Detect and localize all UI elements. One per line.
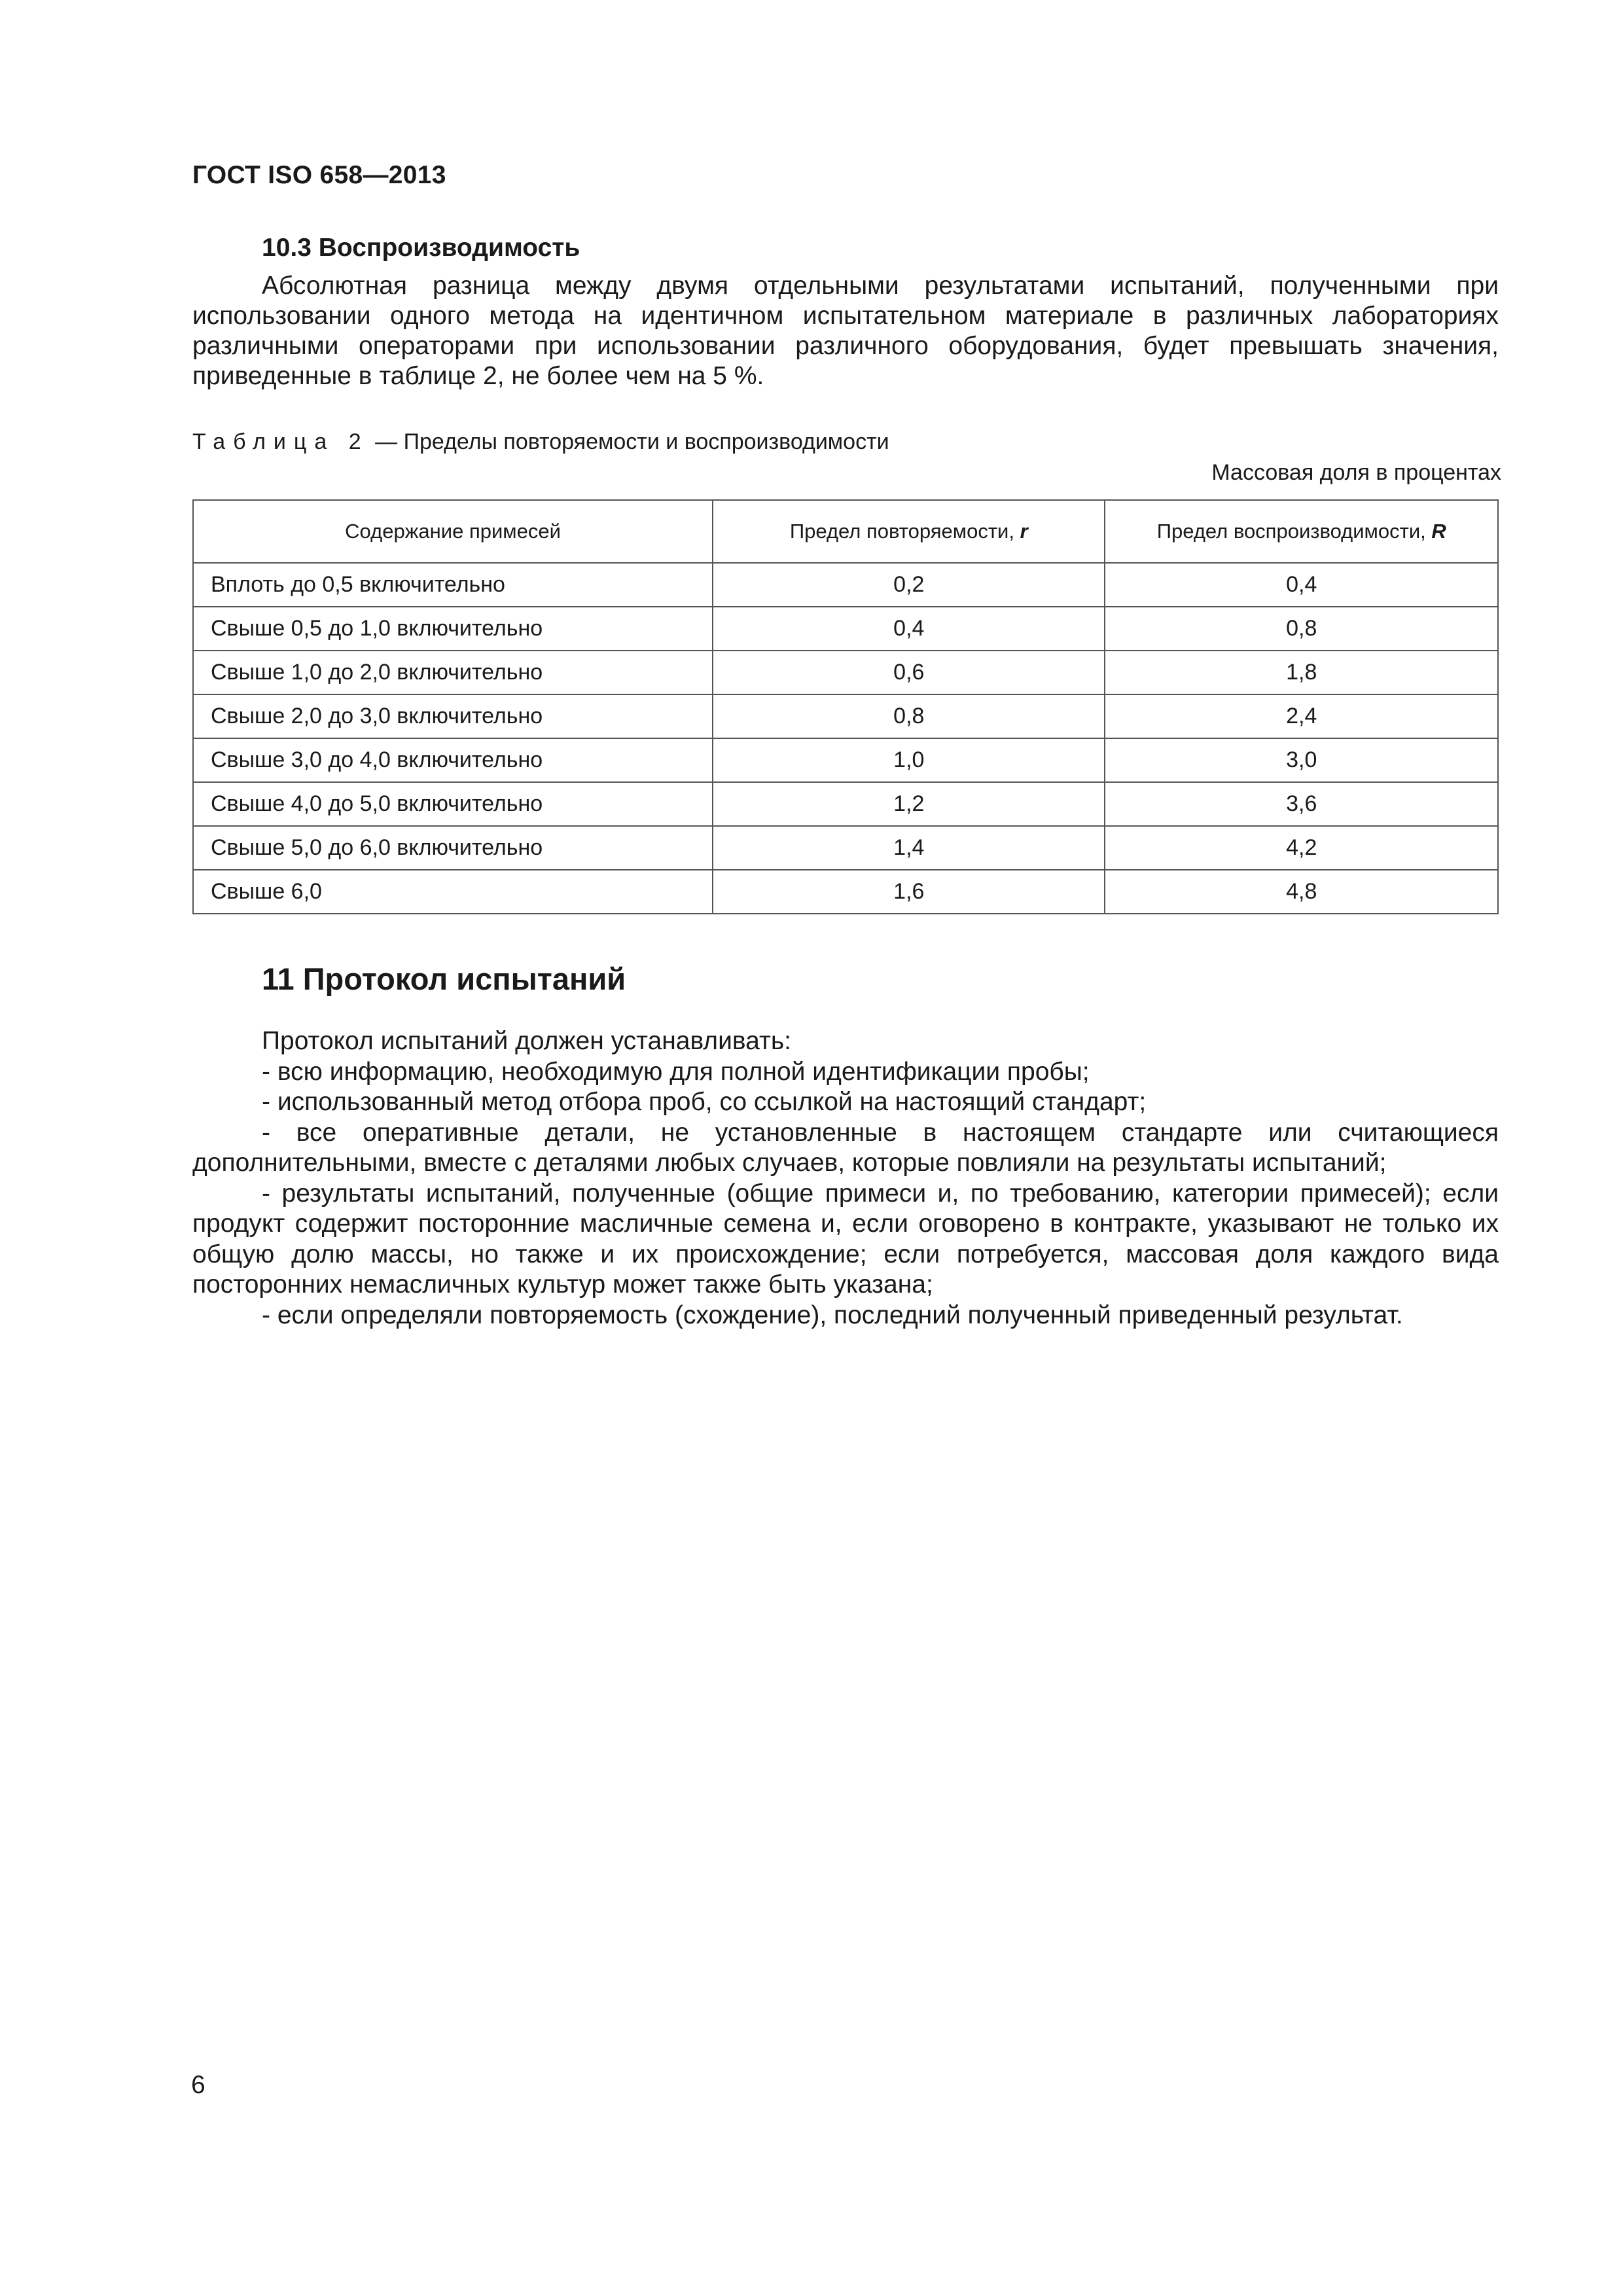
cell-reproducibility: 4,8 [1105,870,1498,914]
cell-content: Свыше 1,0 до 2,0 включительно [193,651,713,694]
report-paragraph [192,1118,1499,1179]
header-reproducibility-label: Предел воспроизводимости, [1156,520,1432,543]
table-units-note: Массовая доля в процентах [1211,460,1501,485]
cell-reproducibility: 4,2 [1105,826,1498,870]
header-reproducibility-limit [1105,500,1498,563]
report-paragraph-text: - использованный метод отбора проб, со ссылкой на настоящий стандарт; [262,1088,1147,1116]
header-repeatability-symbol: r [1020,520,1028,543]
table-row [193,870,1498,914]
cell-repeatability: 1,0 [713,738,1105,782]
cell-content: Свыше 5,0 до 6,0 включительно [193,826,713,870]
header-impurity-content: Содержание примесей [193,500,713,563]
report-paragraph [192,1057,1499,1088]
cell-reproducibility: 2,4 [1105,694,1498,738]
cell-content: Свыше 2,0 до 3,0 включительно [193,694,713,738]
report-paragraph-text: - все оперативные детали, не установленные в настоящем стандарте или считающиеся дополнительными, вместе с деталями любых случаев, которые повлияли на результаты испытаний; [192,1118,1499,1177]
report-paragraph-text: - результаты испытаний, полученные (общие примеси и, по требованию, категории примесей); если продукт содержит посторонние масличные семена и, если оговорено в контракте, указывают не только их общую долю массы, но также и их происхождение; если потребуется, массовая доля каждого вида посторонних немасличных культур может также быть указана; [192,1179,1499,1299]
cell-content: Вплоть до 0,5 включительно [193,563,713,607]
table-caption-text: — Пределы повторяемости и воспроизводимости [368,429,889,454]
cell-reproducibility: 0,4 [1105,563,1498,607]
cell-repeatability: 1,6 [713,870,1105,914]
cell-reproducibility: 0,8 [1105,607,1498,651]
cell-repeatability: 0,6 [713,651,1105,694]
table-row [193,782,1498,826]
cell-repeatability: 1,4 [713,826,1105,870]
cell-repeatability: 1,2 [713,782,1105,826]
table-row [193,738,1498,782]
header-repeatability-label: Предел повторяемости, [789,520,1020,543]
report-paragraph [192,1026,1499,1057]
table-row [193,563,1498,607]
cell-repeatability: 0,2 [713,563,1105,607]
subsection-title-reproducibility: 10.3 Воспроизводимость [262,234,580,262]
cell-repeatability: 0,4 [713,607,1105,651]
reproducibility-paragraph [192,271,1499,391]
header-repeatability-limit [713,500,1105,563]
table-header-row [193,500,1498,563]
report-paragraph [192,1300,1499,1331]
cell-reproducibility: 1,8 [1105,651,1498,694]
cell-reproducibility: 3,6 [1105,782,1498,826]
table-caption-prefix: Таблица 2 [192,429,369,454]
header-reproducibility-symbol: R [1431,520,1446,543]
table-row [193,826,1498,870]
cell-content: Свыше 4,0 до 5,0 включительно [193,782,713,826]
reproducibility-text: Абсолютная разница между двумя отдельными результатами испытаний, полученными при использовании одного метода на идентичном испытательном материале в различных лабораториях различными операторами при использовании различного оборудования, будет превышать значения, приведенные в таблице 2, не более чем на 5 %. [192,272,1499,390]
limits-table [192,499,1499,914]
cell-content: Свыше 6,0 [193,870,713,914]
report-paragraph [192,1087,1499,1118]
table-row [193,651,1498,694]
cell-repeatability: 0,8 [713,694,1105,738]
page-number: 6 [191,2071,205,2099]
report-paragraph-text: Протокол испытаний должен устанавливать: [262,1027,791,1055]
table-caption [192,429,889,455]
section-title-test-report: 11 Протокол испытаний [262,961,626,996]
test-report-body [192,1026,1499,1331]
report-paragraph [192,1179,1499,1300]
table-row [193,694,1498,738]
cell-content: Свыше 3,0 до 4,0 включительно [193,738,713,782]
report-paragraph-text: - всю информацию, необходимую для полной идентификации пробы; [262,1057,1090,1086]
cell-reproducibility: 3,0 [1105,738,1498,782]
report-paragraph-text: - если определяли повторяемость (схождение), последний полученный приведенный результат. [262,1300,1403,1329]
cell-content: Свыше 0,5 до 1,0 включительно [193,607,713,651]
document-id-header: ГОСТ ISO 658—2013 [192,161,446,189]
table-row [193,607,1498,651]
